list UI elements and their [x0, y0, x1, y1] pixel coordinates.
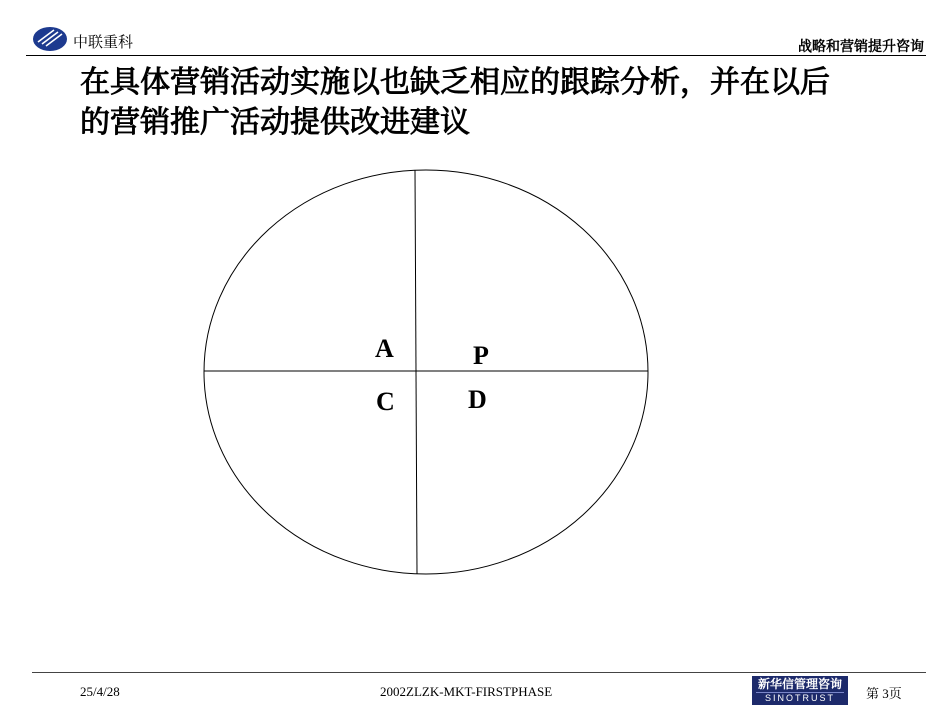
quadrant-label-c: C	[376, 387, 395, 416]
page-title-line-1: 在具体营销活动实施以也缺乏相应的跟踪分析，并在以后	[80, 65, 830, 100]
quadrant-label-a: A	[375, 334, 394, 363]
sinotrust-logo-en: SINOTRUST	[756, 692, 844, 704]
page-number: 第 3页	[866, 686, 902, 701]
pdca-circle	[204, 170, 648, 574]
footer-date: 25/4/28	[80, 684, 120, 699]
vertical-divider	[415, 170, 417, 574]
quadrant-label-d: D	[468, 385, 487, 414]
company-name: 中联重科	[73, 33, 134, 51]
footer-document-code: 2002ZLZK-MKT-FIRSTPHASE	[380, 684, 553, 699]
header-project-title: 战略和营销提升咨询	[798, 39, 924, 55]
page-title-line-2: 的营销推广活动提供改进建议	[80, 105, 470, 140]
quadrant-label-p: P	[473, 341, 489, 370]
footer-divider	[32, 672, 926, 673]
sinotrust-logo	[752, 676, 848, 705]
sinotrust-logo-cn: 新华信管理咨询	[757, 677, 842, 691]
